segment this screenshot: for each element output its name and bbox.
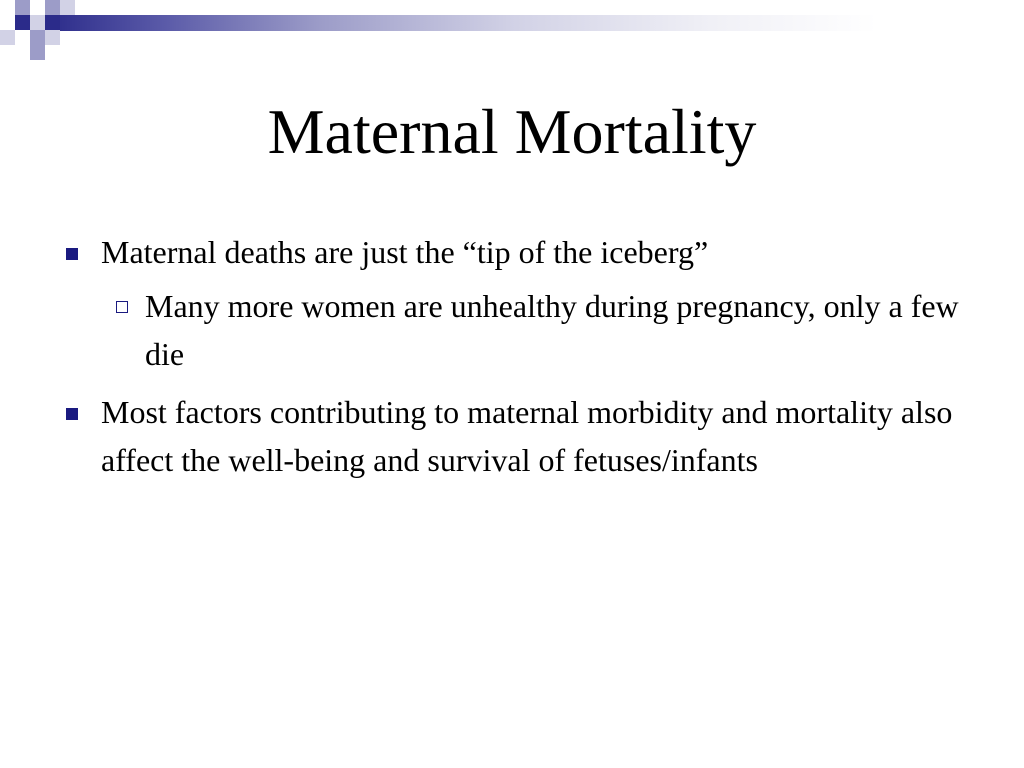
header-square: [45, 30, 60, 45]
header-decoration: [0, 0, 1024, 64]
header-square: [60, 0, 75, 15]
sub-bullet-item: [64, 282, 964, 378]
header-square: [30, 45, 45, 60]
slide-title: Maternal Mortality: [267, 96, 757, 167]
filled-square-bullet-icon: [66, 408, 78, 420]
header-square: [15, 15, 30, 30]
bullet-item: [64, 228, 964, 276]
bullet-text: Most factors contributing to maternal morbidity and mortality also affect the well-being and survival of fetuses/infants: [101, 394, 953, 478]
header-gradient-bar: [46, 15, 1024, 31]
bullet-text: Maternal deaths are just the “tip of the iceberg”: [101, 234, 709, 270]
filled-square-bullet-icon: [66, 248, 78, 260]
header-square: [45, 15, 60, 30]
bullet-item: [64, 388, 964, 484]
sub-bullet-text: Many more women are unhealthy during pregnancy, only a few die: [145, 288, 959, 372]
hollow-square-bullet-icon: [116, 301, 128, 313]
header-square: [45, 0, 60, 15]
header-square: [30, 30, 45, 45]
header-square: [0, 30, 15, 45]
header-square: [0, 0, 15, 15]
header-square: [30, 15, 45, 30]
header-square: [15, 0, 30, 15]
bullet-list: [64, 228, 964, 484]
